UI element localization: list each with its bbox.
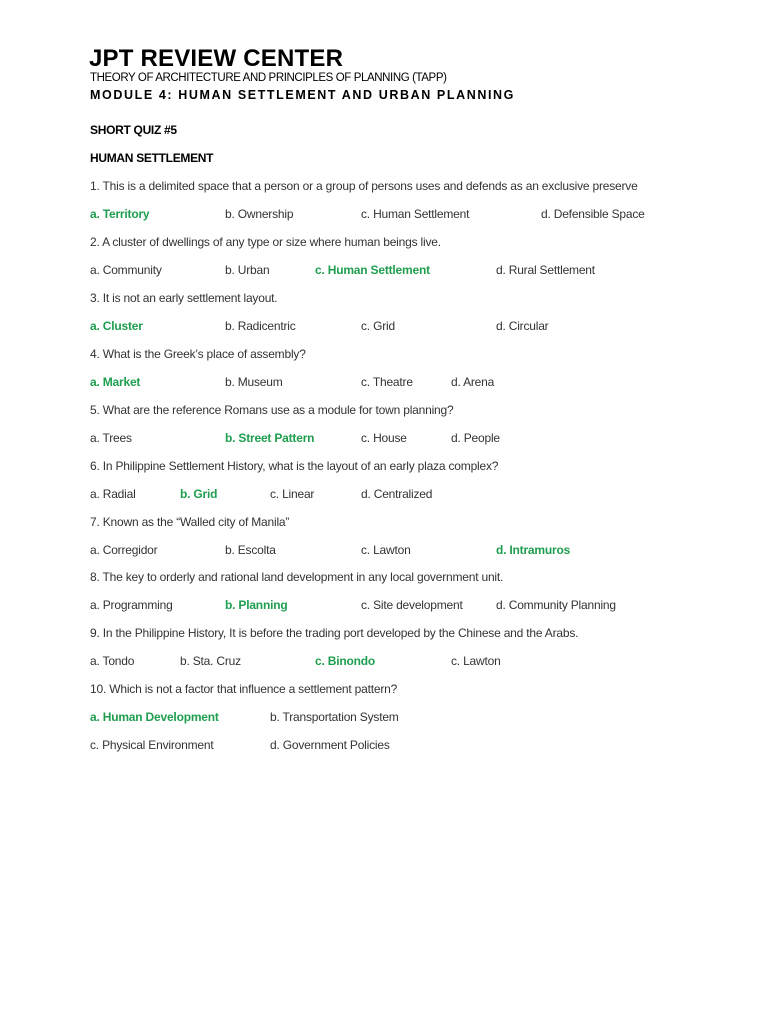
answer-option: c. Binondo: [315, 654, 375, 668]
choice-option: a. Community: [90, 263, 162, 277]
answer-option: a. Human Development: [90, 710, 219, 724]
choice-option: b. Museum: [225, 375, 283, 389]
question-text: 9. In the Philippine History, It is before the trading port developed by the Chinese and the Arabs.: [90, 626, 579, 640]
choice-option: d. Government Policies: [270, 738, 390, 752]
question-text: 10. Which is not a factor that influence a settlement pattern?: [90, 682, 398, 696]
section-title: HUMAN SETTLEMENT: [90, 151, 214, 165]
quiz-title: SHORT QUIZ #5: [90, 123, 177, 137]
choice-option: c. Human Settlement: [361, 207, 470, 221]
choice-option: a. Corregidor: [90, 543, 158, 557]
choice-option: a. Radial: [90, 487, 136, 501]
choice-option: c. Lawton: [361, 543, 411, 557]
answer-option: d. Intramuros: [496, 543, 571, 557]
answer-option: a. Cluster: [90, 319, 143, 333]
choice-option: d. Rural Settlement: [496, 263, 595, 277]
choice-option: c. Physical Environment: [90, 738, 214, 752]
question-text: 5. What are the reference Romans use as a module for town planning?: [90, 403, 454, 417]
choice-option: c. Linear: [270, 487, 315, 501]
choice-option: b. Radicentric: [225, 319, 296, 333]
choice-option: b. Urban: [225, 263, 270, 277]
choice-option: c. Lawton: [451, 654, 501, 668]
page-title: JPT REVIEW CENTER: [89, 45, 344, 72]
answer-option: a. Market: [90, 375, 141, 389]
answer-option: b. Grid: [180, 487, 218, 501]
choice-option: d. Circular: [496, 319, 549, 333]
choice-option: a. Tondo: [90, 654, 135, 668]
question-text: 3. It is not an early settlement layout.: [90, 291, 278, 305]
choice-option: b. Ownership: [225, 207, 294, 221]
question-text: 6. In Philippine Settlement History, what is the layout of an early plaza complex?: [90, 459, 499, 473]
choice-option: d. Centralized: [361, 487, 433, 501]
choice-option: a. Programming: [90, 598, 173, 612]
answer-option: c. Human Settlement: [315, 263, 430, 277]
choice-option: a. Trees: [90, 431, 132, 445]
choice-option: d. People: [451, 431, 500, 445]
answer-option: a. Territory: [90, 207, 150, 221]
question-text: 8. The key to orderly and rational land development in any local government unit.: [90, 570, 504, 584]
choice-option: c. Grid: [361, 319, 395, 333]
question-text: 2. A cluster of dwellings of any type or size where human beings live.: [90, 235, 441, 249]
course-subtitle: THEORY OF ARCHITECTURE AND PRINCIPLES OF PLANNING (TAPP): [90, 72, 447, 84]
choice-option: b. Escolta: [225, 543, 276, 557]
question-text: 1. This is a delimited space that a person or a group of persons uses and defends as an exclusive preserve: [90, 179, 638, 193]
choice-option: d. Community Planning: [496, 598, 616, 612]
choice-option: c. Theatre: [361, 375, 413, 389]
question-text: 7. Known as the “Walled city of Manila”: [90, 515, 290, 529]
choice-option: b. Sta. Cruz: [180, 654, 241, 668]
answer-option: b. Planning: [225, 598, 288, 612]
answer-option: b. Street Pattern: [225, 431, 315, 445]
choice-option: b. Transportation System: [270, 710, 399, 724]
module-heading: MODULE 4: HUMAN SETTLEMENT AND URBAN PLANNING: [90, 88, 515, 102]
choice-option: d. Defensible Space: [541, 207, 645, 221]
choice-option: c. Site development: [361, 598, 463, 612]
choice-option: c. House: [361, 431, 407, 445]
choice-option: d. Arena: [451, 375, 495, 389]
question-text: 4. What is the Greek’s place of assembly?: [90, 347, 306, 361]
